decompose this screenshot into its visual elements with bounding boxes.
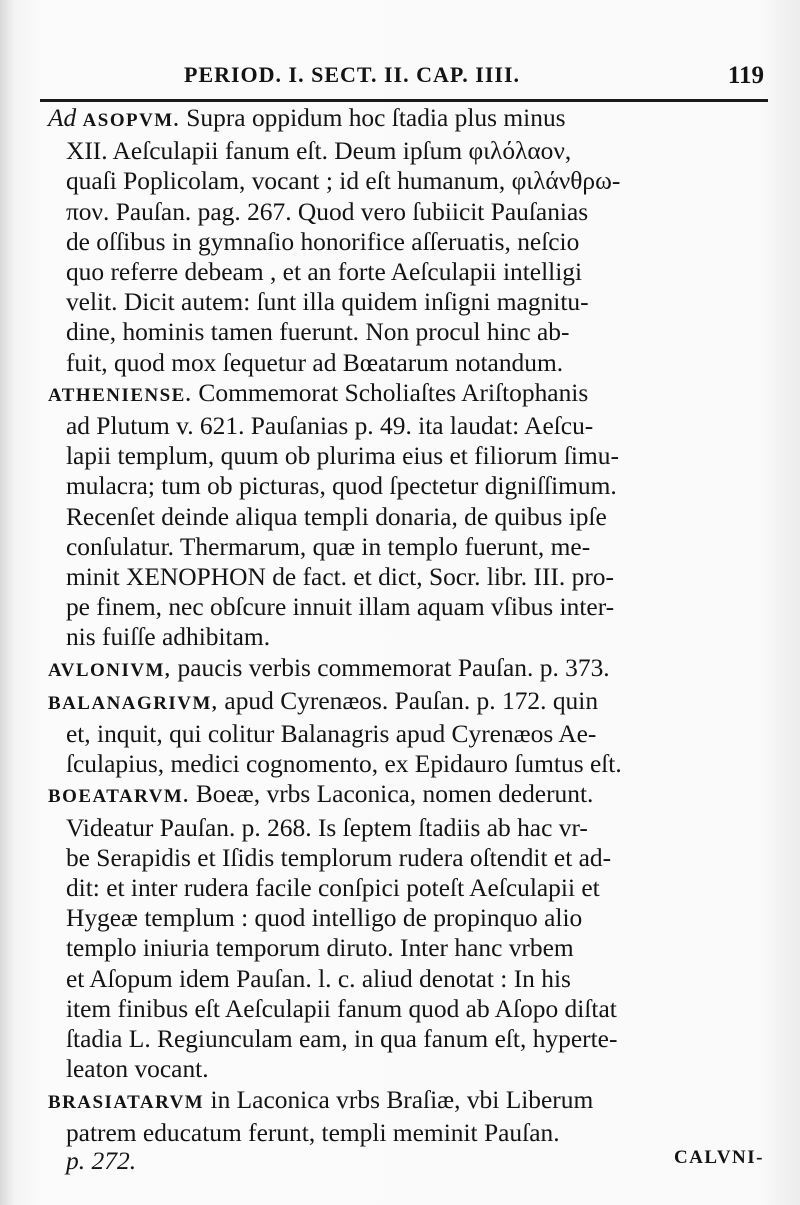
running-head: PERIOD. I. SECT. II. CAP. IIII. (184, 62, 521, 87)
text-line (48, 1054, 770, 1084)
line-text: ad Plutum v. 621. Pauſanias p. 49. ita laudat: Aeſcu- (65, 411, 594, 441)
text-line (48, 903, 770, 933)
line-text: velit. Dicit autem: ſunt illa quidem inſigni magnitu- (65, 287, 589, 317)
line-text: Commemorat Scholiaſtes Ariſtophanis (192, 377, 589, 407)
line-text: ſculapius, medici cognomento, ex Epidauro ſumtus eſt. (65, 749, 622, 779)
line-text: patrem educatum ferunt, templi meminit Pauſan. (65, 1117, 560, 1147)
line-text: XII. Aeſculapii fanum eſt. Deum ipſum φιλόλαον, (65, 136, 572, 166)
line-text: ſtadia L. Regiunculam eam, in qua fanum eſt, hyperte- (65, 1024, 618, 1054)
line-text: Hygeæ templum : quod intelligo de propinquo alio (65, 903, 583, 933)
line-text: nis fuiſſe adhibitam. (65, 622, 271, 652)
text-line (48, 562, 770, 592)
text-line (48, 1085, 770, 1118)
line-text: et, inquit, qui colitur Balanagris apud Cyrenæos Ae- (65, 719, 597, 749)
text-line (48, 532, 770, 562)
text-line (48, 622, 770, 652)
text-line (48, 994, 770, 1024)
text-line (48, 227, 770, 257)
text-line (48, 317, 770, 347)
text-line (48, 471, 770, 501)
line-text: minit XENOPHON de fact. et dict, Socr. libr. III. pro- (65, 562, 614, 592)
line-text: item finibus eſt Aeſculapii fanum quod ab Aſopo diſtat (65, 993, 617, 1023)
line-text: conſulatur. Thermarum, quæ in templo fuerunt, me- (65, 531, 591, 561)
line-text: dine, hominis tamen fuerunt. Non procul hinc ab- (65, 317, 570, 347)
line-text: mulacra; tum ob picturas, quod ſpectetur digniſſimum. (65, 471, 617, 501)
text-line (48, 964, 770, 994)
entry-headword: AVLONIVM, (48, 659, 172, 681)
line-text: pe finem, nec obſcure innuit illam aquam vſibus inter- (65, 592, 615, 622)
line-text: paucis verbis commemorat Pauſan. p. 373. (171, 652, 610, 682)
page-header (44, 62, 768, 98)
text-line (48, 653, 770, 686)
text-line (48, 378, 770, 411)
text-line (48, 873, 770, 903)
text-line (48, 348, 770, 378)
text-line (48, 1024, 770, 1054)
text-line (48, 502, 770, 532)
line-text: quo referre debeam , et an forte Aeſculapii intelligi (65, 257, 583, 287)
line-text: leaton vocant. (65, 1054, 209, 1084)
line-text: πον. Pauſan. pag. 267. Quod vero ſubiicit Pauſanias (65, 196, 589, 226)
line-prefix: Ad (48, 103, 83, 132)
header-rule (40, 99, 768, 102)
line-text: et Aſopum idem Pauſan. l. c. aliud denotat : In his (65, 963, 571, 993)
line-text: lapii templum, quum ob plurima eius et filiorum ſimu- (65, 441, 619, 471)
text-line (48, 411, 770, 441)
line-text: fuit, quod mox ſequetur ad Bœatarum notandum. (65, 347, 564, 377)
text-line (48, 257, 770, 287)
last-line: p. 272. (66, 1146, 137, 1175)
line-text: dit: et inter rudera facile conſpici poteſt Aeſculapii et (65, 873, 600, 903)
text-line (48, 1118, 770, 1148)
text-line (48, 441, 770, 471)
text-line (48, 813, 770, 843)
entry-headword: BRASIATARVM (48, 1091, 205, 1113)
catchword: CALVNI- (673, 1147, 764, 1168)
text-line (48, 779, 770, 812)
line-text: Videatur Pauſan. p. 268. Is ſeptem ſtadiis ab hac vr- (65, 812, 588, 842)
page-number: 119 (727, 62, 764, 89)
text-line (48, 287, 770, 317)
text-line (48, 843, 770, 873)
text-line (48, 933, 770, 963)
text-line (48, 197, 770, 227)
text-line (48, 166, 770, 196)
text-line (48, 103, 770, 136)
entry-headword: BOEATARVM. (48, 786, 190, 808)
line-text: Supra oppidum hoc ſtadia plus minus (179, 103, 566, 132)
line-text: Recenſet deinde aliqua templi donaria, de quibus ipſe (65, 501, 607, 531)
text-line (48, 719, 770, 749)
entry-headword: ASOPVM. (82, 110, 180, 131)
entry-headword: BALANAGRIVM, (48, 692, 219, 714)
line-text: de oſſibus in gymnaſio honorifice aſſeruatis, neſcio (65, 226, 580, 256)
text-line (48, 686, 770, 719)
line-text: in Laconica vrbs Braſiæ, vbi Liberum (204, 1084, 594, 1114)
line-text: quaſi Poplicolam, vocant ; id eſt humanum, φιλάνθρω- (65, 166, 621, 196)
line-text: be Serapidis et Iſidis templorum rudera oſtendit et ad- (65, 842, 612, 872)
text-line (48, 592, 770, 622)
text-line (48, 136, 770, 166)
text-line (48, 749, 770, 779)
line-text: templo iniuria temporum diruto. Inter hanc vrbem (65, 933, 574, 963)
entry-headword: ATHENIENSE. (48, 384, 193, 406)
line-text: Boeæ, vrbs Laconica, nomen dederunt. (189, 779, 594, 809)
line-text: apud Cyrenæos. Pauſan. p. 172. quin (218, 685, 599, 715)
page-body (48, 103, 772, 1148)
